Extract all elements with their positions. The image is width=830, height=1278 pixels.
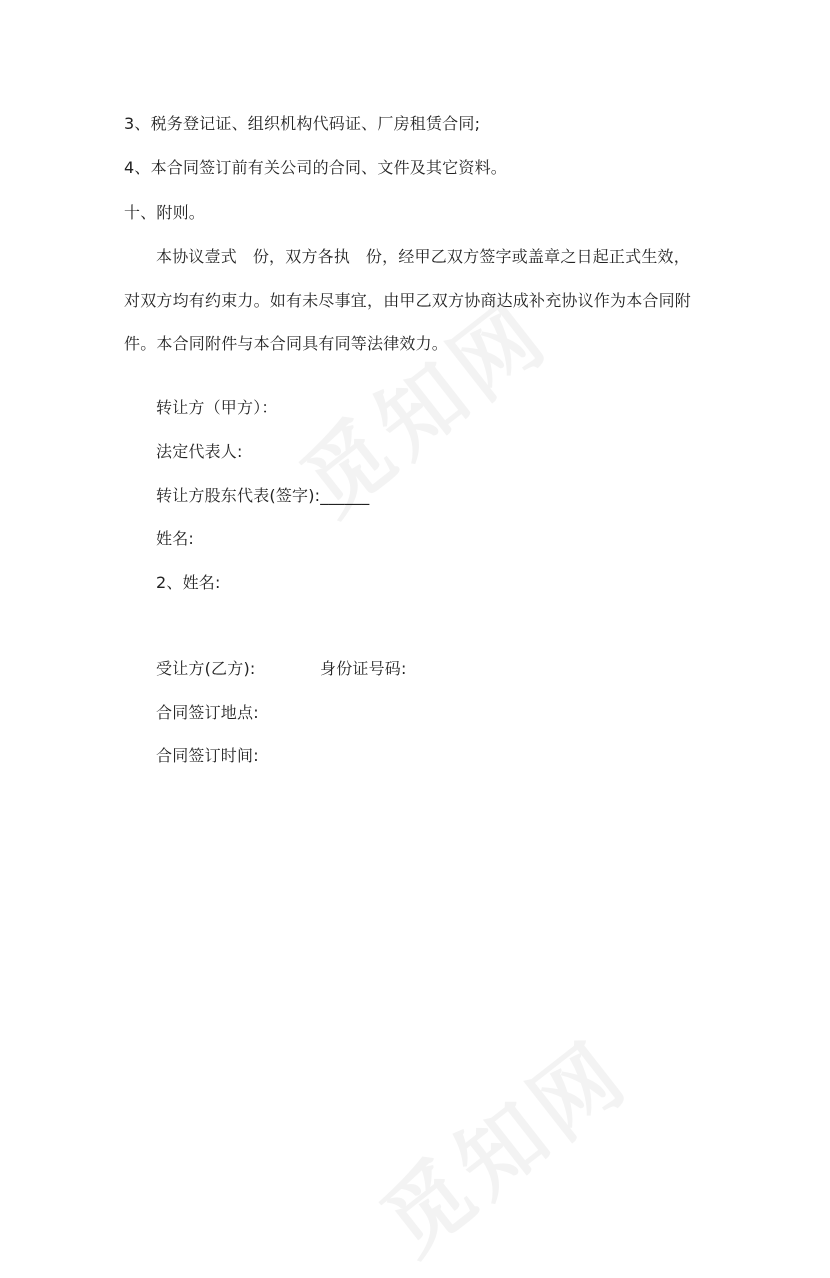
legal-representative-label: 法定代表人: (156, 442, 243, 461)
clause-4: 4、本合同签订前有关公司的合同、文件及其它资料。 (124, 158, 507, 177)
signing-place-label: 合同签订地点: (156, 703, 259, 722)
clause-3: 3、税务登记证、组织机构代码证、厂房租赁合同; (124, 114, 481, 133)
section-heading-attachments: 十、附则。 (124, 203, 206, 222)
signing-time-label: 合同签订时间: (156, 746, 259, 765)
name-label-2: 2、姓名: (156, 573, 221, 592)
paragraph-line-2: 对双方均有约束力。如有未尽事宜，由甲乙双方协商达成补充协议作为本合同附 (124, 291, 692, 310)
shareholder-representative-label: 转让方股东代表(签字):______ (156, 486, 370, 505)
paragraph-line-3: 件。本合同附件与本合同具有同等法律效力。 (124, 334, 449, 353)
transferor-label: 转让方（甲方）： (156, 398, 278, 417)
paragraph-line-1: 本协议壹式 份，双方各执 份，经甲乙双方签字或盖章之日起正式生效， (156, 247, 690, 266)
id-number-label: 身份证号码: (320, 659, 407, 678)
transferee-label: 受让方(乙方): (156, 659, 256, 678)
watermark-lower (352, 1006, 651, 1277)
name-label-1: 姓名: (156, 529, 194, 548)
